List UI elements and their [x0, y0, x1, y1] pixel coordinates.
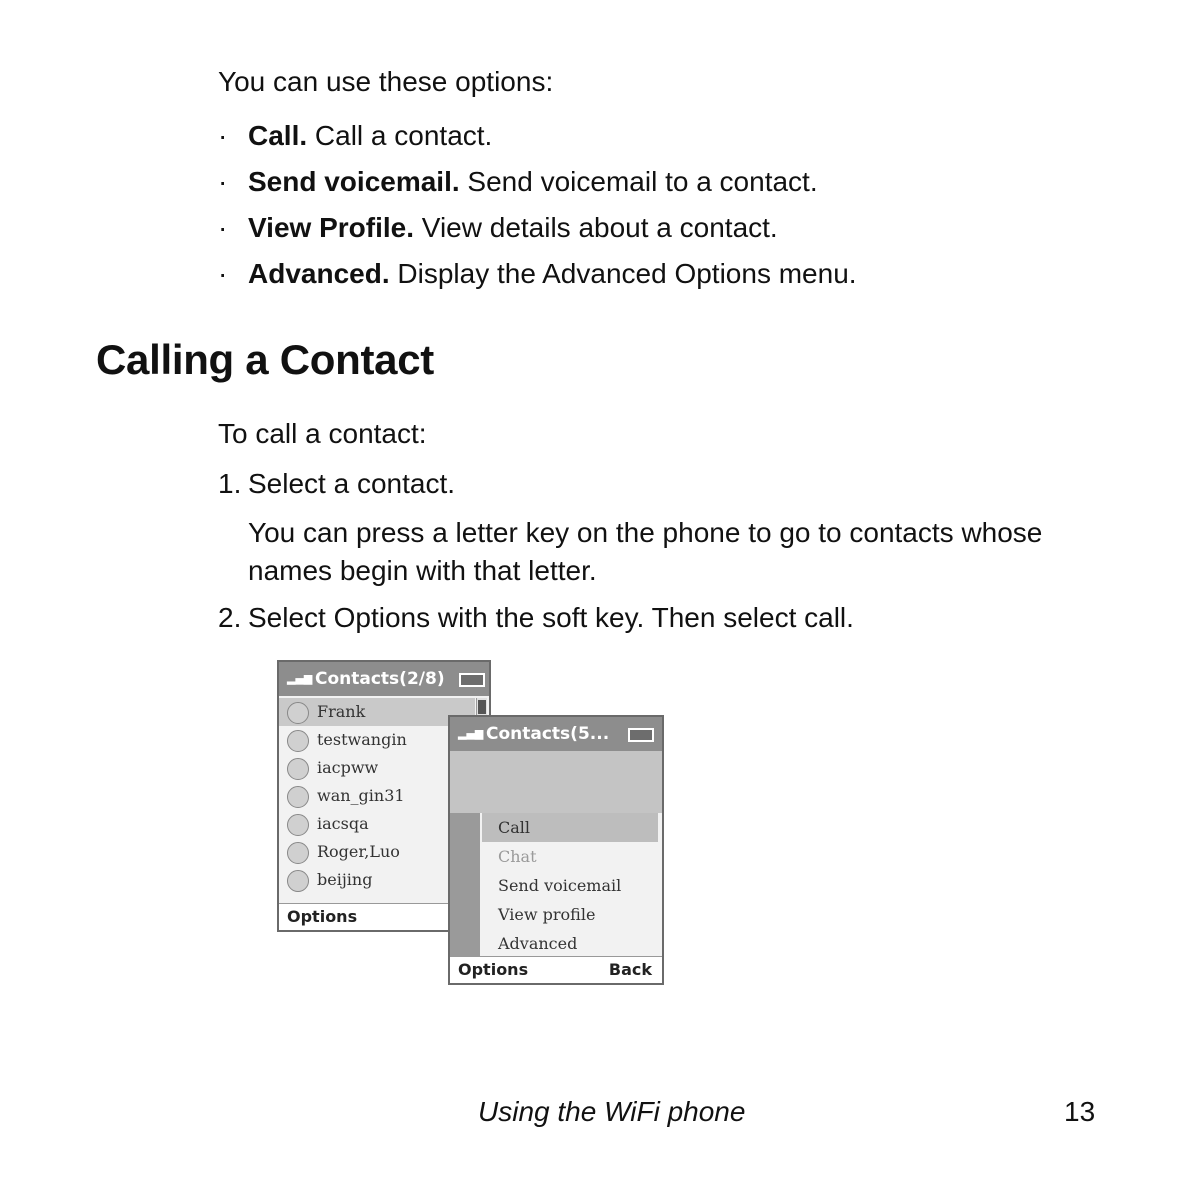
menu-item-view-profile[interactable]: View profile: [498, 905, 596, 924]
option-term: Send voicemail.: [248, 166, 460, 197]
options-screen: [448, 715, 664, 985]
contact-name: testwangin: [317, 730, 407, 749]
step-number: 1.: [218, 468, 242, 499]
signal-icon: ▂▄▆: [287, 672, 313, 685]
side-panel: [450, 813, 480, 957]
bullet-dot: ·: [218, 120, 228, 151]
option-desc: Send voicemail to a contact.: [459, 166, 818, 197]
section-heading: Calling a Contact: [96, 336, 434, 383]
options-softkey[interactable]: Options: [458, 960, 529, 979]
menu-item-send-voicemail[interactable]: Send voicemail: [498, 876, 622, 895]
options-list: [218, 116, 857, 300]
lead-text: To call a contact:: [218, 418, 427, 449]
battery-icon: [459, 673, 485, 687]
option-advanced: [218, 254, 857, 300]
footer-title: Using the WiFi phone: [478, 1096, 746, 1127]
option-view-profile: [218, 208, 857, 254]
header-panel: [450, 751, 662, 813]
bullet-dot: ·: [218, 166, 228, 197]
back-softkey[interactable]: Back: [608, 960, 652, 979]
contact-name: iacpww: [317, 758, 379, 777]
menu-item-advanced[interactable]: Advanced: [498, 934, 578, 953]
step-1: [218, 468, 455, 500]
option-term: View Profile.: [248, 212, 414, 243]
contact-icon: [287, 842, 309, 864]
option-send-voicemail: [218, 162, 857, 208]
bullet-dot: ·: [218, 212, 228, 243]
step-1-note: You can press a letter key on the phone to go to contacts whose names begin with that letter.: [248, 517, 1043, 586]
battery-icon: [628, 728, 654, 742]
option-desc: Display the Advanced Options menu.: [389, 258, 857, 289]
option-desc: View details about a contact.: [414, 212, 778, 243]
soft-key-bar: [450, 956, 662, 983]
contact-name: beijing: [317, 870, 373, 889]
options-title-bar: [450, 717, 662, 751]
options-title: Contacts(5...: [486, 724, 610, 744]
contact-icon: [287, 814, 309, 836]
options-softkey[interactable]: Options: [287, 907, 358, 926]
bullet-dot: ·: [218, 258, 228, 289]
option-call: [218, 116, 857, 162]
option-term: Advanced.: [248, 258, 390, 289]
step-text: Select a contact.: [248, 468, 456, 499]
contact-name: iacsqa: [317, 814, 369, 833]
contact-icon: [287, 730, 309, 752]
contact-icon: [287, 870, 309, 892]
contact-name: wan_gin31: [317, 786, 405, 805]
page-number: 13: [1064, 1096, 1096, 1127]
contact-icon: [287, 786, 309, 808]
contact-name: Frank: [317, 702, 366, 721]
option-desc: Call a contact.: [307, 120, 493, 151]
step-2: [218, 602, 854, 634]
step-number: 2.: [218, 602, 242, 633]
contacts-title-bar: [279, 662, 489, 696]
menu-item-call[interactable]: Call: [498, 818, 531, 837]
option-term: Call.: [248, 120, 308, 151]
contact-icon: [287, 758, 309, 780]
scrollbar-thumb[interactable]: [478, 700, 486, 714]
contact-name: Roger,Luo: [317, 842, 400, 861]
intro-text: You can use these options:: [218, 66, 554, 97]
signal-icon: ▂▄▆: [458, 727, 484, 740]
step-text: Select Options with the soft key. Then select call.: [248, 602, 854, 633]
contact-icon: [287, 702, 309, 724]
menu-item-chat[interactable]: Chat: [498, 847, 537, 866]
contacts-title: Contacts(2/8): [315, 669, 445, 689]
